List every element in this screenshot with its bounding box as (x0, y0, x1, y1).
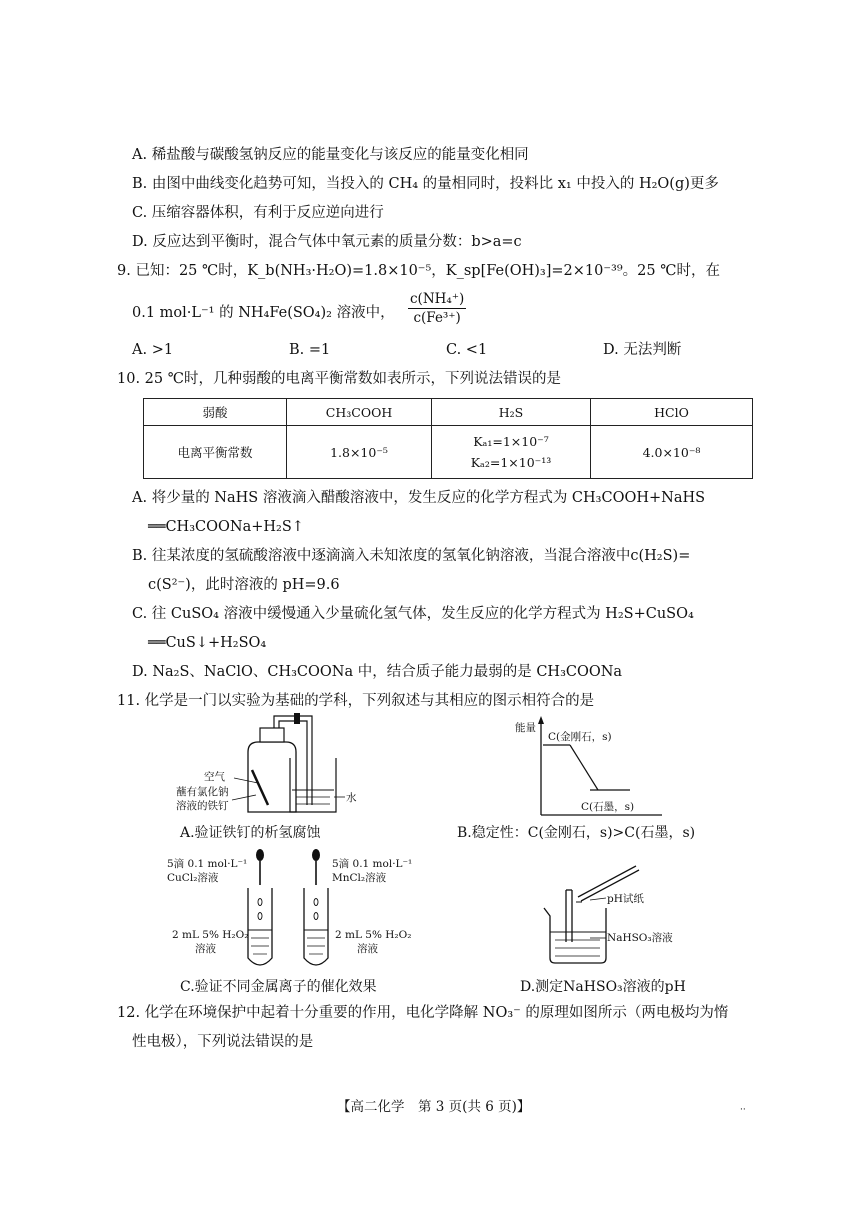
table-header: HClO (591, 399, 753, 426)
caption-b: B.稳定性：C(金刚石，s)>C(石墨，s) (457, 825, 696, 841)
label-nahso3: NaHSO₃溶液 (607, 932, 673, 944)
q9-stem-line2: 0.1 mol·L⁻¹ 的 NH₄Fe(SO₄)₂ 溶液中， (132, 305, 395, 321)
fraction-numerator: c(NH₄⁺) (410, 291, 465, 307)
label-h2o2-left-line1: 2 mL 5% H₂O₂ (172, 929, 249, 941)
table-cell: 4.0×10⁻⁸ (591, 426, 753, 479)
label-graphite: C(石墨，s) (581, 801, 635, 813)
q8-option-d: D. 反应达到平衡时，混合气体中氧元素的质量分数：b>a=c (132, 234, 522, 250)
label-diamond: C(金刚石，s) (548, 731, 612, 743)
q9-option-c: C. <1 (446, 342, 488, 358)
q9-option-b: B. =1 (289, 342, 331, 358)
h2s-ka2: Kₐ₂=1×10⁻¹³ (470, 455, 552, 470)
label-water: 水 (346, 792, 357, 804)
page-footer: 【高二化学 第 3 页(共 6 页)】 (337, 1099, 531, 1115)
q8-option-c: C. 压缩容器体积，有利于反应逆向进行 (132, 205, 384, 221)
table-cell: 1.8×10⁻⁵ (287, 426, 432, 479)
q10-option-b-line1: B. 往某浓度的氢硫酸溶液中逐滴滴入未知浓度的氢氧化钠溶液，当混合溶液中c(H₂S)= (132, 548, 691, 564)
table-header: CH₃COOH (287, 399, 432, 426)
label-air: 空气 (204, 771, 225, 783)
q10-stem: 10. 25 ℃时，几种弱酸的电离平衡常数如表所示，下列说法错误的是 (117, 371, 561, 387)
caption-a: A.验证铁钉的析氢腐蚀 (180, 825, 321, 841)
label-mncl2-line2: MnCl₂溶液 (332, 872, 387, 884)
fraction-denominator: c(Fe³⁺) (413, 310, 461, 326)
caption-c: C.验证不同金属离子的催化效果 (180, 979, 377, 995)
q8-option-b: B. 由图中曲线变化趋势可知，当投入的 CH₄ 的量相同时，投料比 x₁ 中投入的 H₂O(g)更多 (132, 176, 719, 192)
q10-option-a-line1: A. 将少量的 NaHS 溶液滴入醋酸溶液中，发生反应的化学方程式为 CH₃COOH+NaHS (132, 490, 706, 506)
label-energy-axis: 能量 (515, 722, 536, 734)
label-ph-paper: pH试纸 (607, 893, 644, 905)
h2s-ka1: Kₐ₁=1×10⁻⁷ (473, 434, 549, 449)
label-nail-line1: 蘸有氯化钠 (176, 786, 229, 798)
q10-option-c-line1: C. 往 CuSO₄ 溶液中缓慢通入少量硫化氢气体，发生反应的化学方程式为 H₂S+CuSO₄ (132, 606, 694, 622)
footer-mark: ·· (740, 1105, 746, 1115)
label-h2o2-right-line1: 2 mL 5% H₂O₂ (335, 929, 412, 941)
label-nail-line2: 溶液的铁钉 (176, 800, 229, 812)
table-row-label: 电离平衡常数 (144, 426, 287, 479)
q10-option-a-line2: ══CH₃COONa+H₂S↑ (148, 519, 304, 535)
q10-option-c-line2: ══CuS↓+H₂SO₄ (148, 635, 267, 651)
label-cucl2-line2: CuCl₂溶液 (167, 872, 219, 884)
label-mncl2-line1: 5滴 0.1 mol·L⁻¹ (332, 858, 413, 870)
q10-option-b-line2: c(S²⁻)，此时溶液的 pH=9.6 (148, 577, 340, 593)
q12-stem-line1: 12. 化学在环境保护中起着十分重要的作用，电化学降解 NO₃⁻ 的原理如图所示（两电极均为惰 (117, 1005, 729, 1021)
q9-option-d: D. 无法判断 (603, 342, 682, 358)
q12-stem-line2: 性电极），下列说法错误的是 (132, 1034, 314, 1050)
label-h2o2-right-line2: 溶液 (357, 943, 378, 955)
q8-option-a: A. 稀盐酸与碳酸氢钠反应的能量变化与该反应的能量变化相同 (132, 147, 529, 163)
caption-d: D.测定NaHSO₃溶液的pH (520, 979, 686, 995)
label-cucl2-line1: 5滴 0.1 mol·L⁻¹ (167, 858, 248, 870)
q10-option-d: D. Na₂S、NaClO、CH₃COONa 中，结合质子能力最弱的是 CH₃COONa (132, 664, 623, 680)
q9-stem-line1: 9. 已知：25 ℃时，K_b(NH₃·H₂O)=1.8×10⁻⁵，K_sp[Fe(OH)₃]=2×10⁻³⁹。25 ℃时，在 (117, 263, 720, 279)
q9-option-a: A. >1 (132, 342, 174, 358)
label-h2o2-left-line2: 溶液 (195, 943, 216, 955)
q11-stem: 11. 化学是一门以实验为基础的学科，下列叙述与其相应的图示相符合的是 (117, 693, 595, 709)
table-header: H₂S (432, 399, 591, 426)
table-header: 弱酸 (144, 399, 287, 426)
